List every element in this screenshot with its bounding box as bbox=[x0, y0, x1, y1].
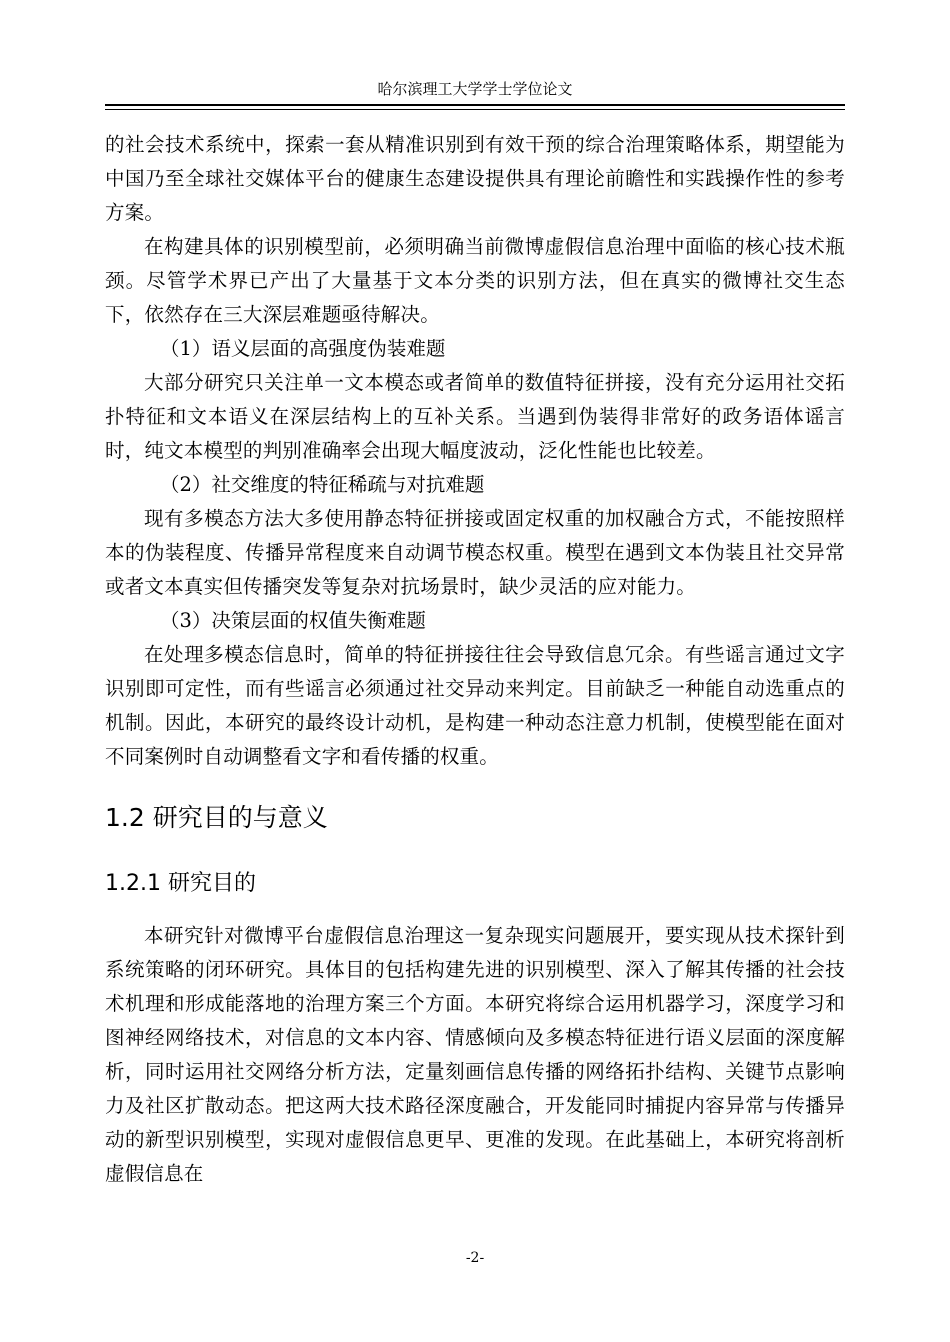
subsection-heading: 1.2.1 研究目的 bbox=[105, 871, 256, 896]
section-heading: 1.2 研究目的与意义 bbox=[105, 803, 328, 832]
list-item-text-3: 在处理多模态信息时，简单的特征拼接往往会导致信息冗余。有些谣言通过文字识别即可定性，而有些谣言必须通过社交异动来判定。目前缺乏一种能自动选重点的机制。因此，本研究的最终设计动机，是构建一种动态注意力机制，使模型能在面对不同案例时自动调整看文字和看传播的权重。 bbox=[105, 643, 845, 768]
list-item-text-2: 现有多模态方法大多使用静态特征拼接或固定权重的加权融合方式，不能按照样本的伪装程度、传播异常程度来自动调节模态权重。模型在遇到文本伪装且社交异常或者文本真实但传播突发等复杂对抗场景时，缺少灵活的应对能力。 bbox=[105, 507, 845, 598]
list-item-title-3: （3）决策层面的权值失衡难题 bbox=[160, 609, 426, 632]
page-body bbox=[105, 128, 845, 1191]
paragraph-continuation: 的社会技术系统中，探索一套从精准识别到有效干预的综合治理策略体系，期望能为中国乃至全球社交媒体平台的健康生态建设提供具有理论前瞻性和实践操作性的参考方案。 bbox=[105, 133, 845, 224]
header-rule-thick bbox=[105, 104, 845, 106]
list-item-title-2: （2）社交维度的特征稀疏与对抗难题 bbox=[160, 473, 485, 496]
page-number: -2- bbox=[465, 1250, 485, 1266]
paragraph-bottleneck: 在构建具体的识别模型前，必须明确当前微博虚假信息治理中面临的核心技术瓶颈。尽管学术界已产出了大量基于文本分类的识别方法，但在真实的微博社交生态下，依然存在三大深层难题亟待解决。 bbox=[105, 235, 845, 326]
list-item-text-1: 大部分研究只关注单一文本模态或者简单的数值特征拼接，没有充分运用社交拓扑特征和文本语义在深层结构上的互补关系。当遇到伪装得非常好的政务语体谣言时，纯文本模型的判别准确率会出现大幅度波动，泛化性能也比较差。 bbox=[105, 371, 845, 462]
page-header: 哈尔滨理工大学学士学位论文 bbox=[377, 80, 573, 98]
paragraph-research-purpose: 本研究针对微博平台虚假信息治理这一复杂现实问题展开，要实现从技术探针到系统策略的闭环研究。具体目的包括构建先进的识别模型、深入了解其传播的社会技术机理和形成能落地的治理方案三个方面。本研究将综合运用机器学习，深度学习和图神经网络技术，对信息的文本内容、情感倾向及多模态特征进行语义层面的深度解析，同时运用社交网络分析方法，定量刻画信息传播的网络拓扑结构、关键节点影响力及社区扩散动态。把这两大技术路径深度融合，开发能同时捕捉内容异常与传播异动的新型识别模型，实现对虚假信息更早、更准的发现。在此基础上，本研究将剖析虚假信息在 bbox=[105, 924, 845, 1185]
header-rule-thin bbox=[105, 109, 845, 110]
list-item-title-1: （1）语义层面的高强度伪装难题 bbox=[160, 337, 446, 360]
